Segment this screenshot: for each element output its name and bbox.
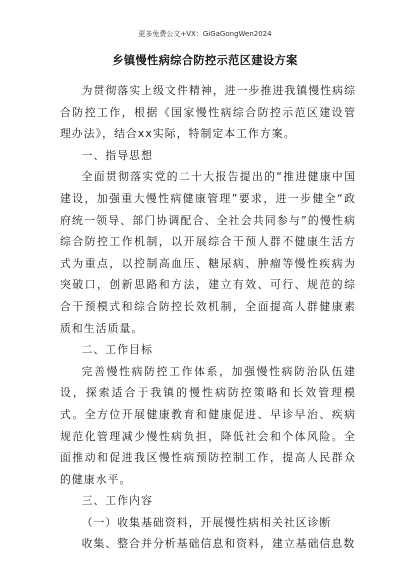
document-title: 乡镇慢性病综合防控示范区建设方案 [112,54,298,67]
section1-paragraph: 全面贯彻落实党的二十大报告提出的“推进健康中国建设，加强重大慢性病健康管理”要求，进一步健全“政府统一领导、部门协调配合、全社会共同参与”的慢性病综合防控工作机制，以开展综合干预人群不健康生活方式为重点，以控制高血压、糖尿病、肿瘤等慢性疾病为突破口，创新思路和方法，建立有效、可行、规范的综合干预模式和综合防控长效机制，全面提高人群健康素质和生活质量。 [60,170,356,335]
section2-heading: 二、工作目标 [81,343,153,357]
section3-heading: 三、工作内容 [81,494,153,508]
document-body [60,80,356,555]
section2-paragraph: 完善慢性病防控工作体系，加强慢性病防治队伍建设，探索适合于我镇的慢性病防控策略和长效管理模式。全方位开展健康教育和健康促进、早诊早治、疾病规范化管理减少慢性病负担，降低社会和个体风险。全面推动和促进我区慢性病预防控制工作，提高人民群众的健康水平。 [60,364,356,486]
intro-paragraph: 为贯彻落实上级文件精神，进一步推进我镇慢性病综合防控工作，根据《国家慢性病综合防控示范区建设管理办法》，结合xx实际，特制定本工作方案。 [60,84,356,141]
section1-heading: 一、指导思想 [81,148,153,162]
watermark-text: 更多免费公文+VX：GiGaGongWen2024 [138,30,272,38]
section3-sub1-paragraph: 收集、整合并分析基础信息和资料，建立基础信息数 [81,537,356,551]
section3-subheading-1: （一）收集基础资料，开展慢性病相关社区诊断 [81,515,332,529]
